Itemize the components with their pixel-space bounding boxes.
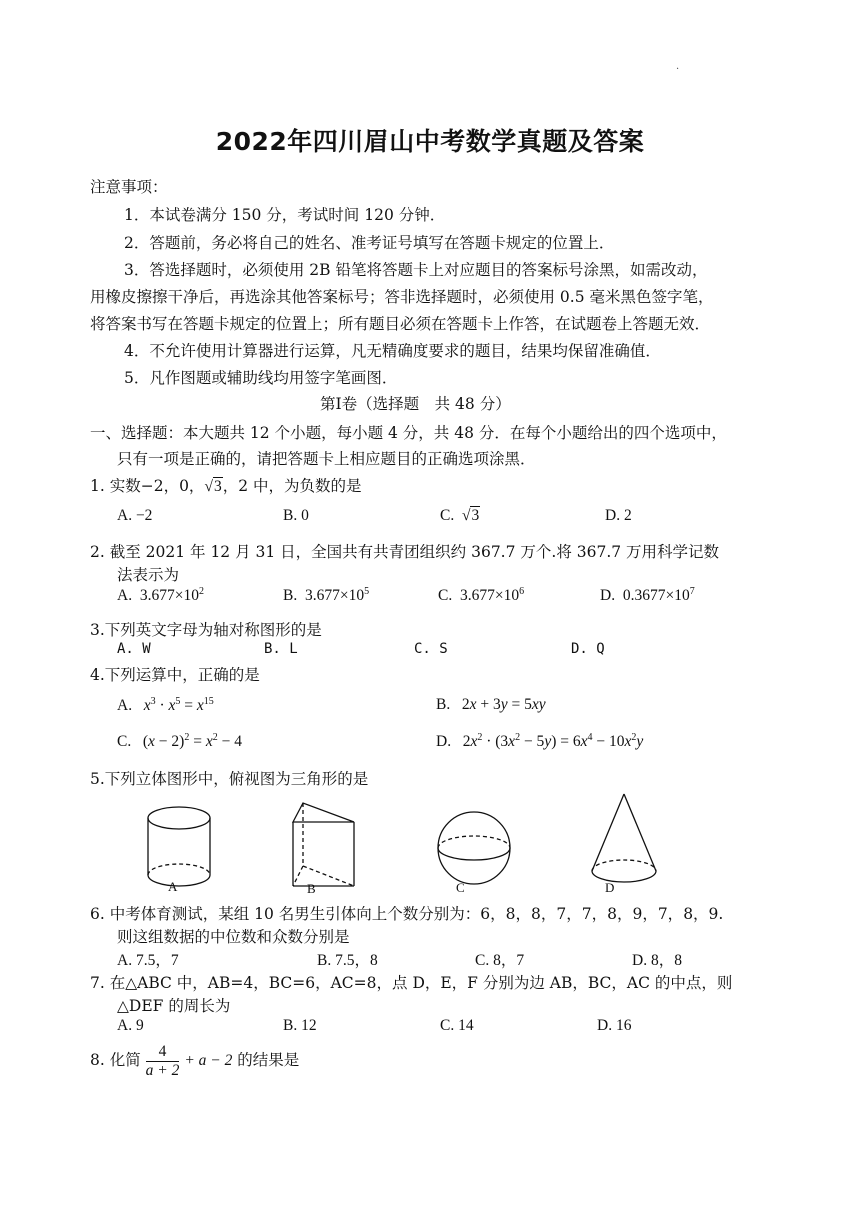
notes-heading: 注意事项：	[90, 178, 168, 196]
q3-option-c: C. S	[414, 641, 448, 657]
question-8	[90, 1040, 299, 1081]
note-3a: 3．答选择题时，必须使用 2B 铅笔将答题卡上对应题目的答案标号涂黑，如需改动，	[124, 261, 708, 279]
note-2: 2．答题前，务必将自己的姓名、准考证号填写在答题卡规定的位置上．	[124, 234, 615, 252]
q7-option-b: B. 12	[283, 1017, 317, 1034]
q1-post: ，2 中，为负数的是	[222, 477, 362, 495]
q8-expr: + a − 2	[184, 1052, 233, 1069]
note-1: 1．本试卷满分 150 分，考试时间 120 分钟．	[124, 206, 446, 224]
note-4: 4．不允许使用计算器进行运算，凡无精确度要求的题目，结果均保留准确值．	[124, 342, 661, 360]
q4-option-a: A. $x^3 \cdot x^5 = x^{15}$	[117, 696, 214, 715]
q1-pre: 1. 实数−2，0，	[90, 477, 205, 495]
q1-option-d: D. 2	[605, 507, 632, 524]
q6-option-c: C. 8，7	[475, 952, 525, 969]
cylinder-figure	[148, 807, 210, 886]
note-5: 5．凡作图题或辅助线均用签字笔画图．	[124, 369, 398, 387]
q2-option-b: B. $3.677\times 10^5$	[283, 586, 370, 605]
q2-option-d: D. $0.3677\times 10^7$	[600, 586, 695, 605]
q6-line-1: 6. 中考体育测试，某组 10 名男生引体向上个数分别为：6，8，8，7，7，8，9，7，8，9.	[90, 905, 724, 923]
q1-option-c: C. √3	[440, 507, 480, 524]
q3-stem: 3.下列英文字母为轴对称图形的是	[90, 621, 322, 639]
q7-option-d: D. 16	[597, 1017, 632, 1034]
q3-option-a: A. W	[117, 641, 151, 657]
q8-fraction: $\frac{4}{a + 2}$	[145, 1042, 180, 1079]
figure-label-b: B	[307, 881, 316, 896]
q6-option-b: B. 7.5，8	[317, 952, 378, 969]
q2-line-1: 2. 截至 2021 年 12 月 31 日，全国共有共青团组织约 367.7 万个.将 367.7 万用科学记数	[90, 543, 720, 561]
sqrt-3: √3	[204, 478, 222, 495]
figure-label-d: D	[605, 880, 615, 895]
page-title: 2022年四川眉山中考数学真题及答案	[215, 127, 645, 156]
q4-option-b: B. 2x + 3y = 5xy	[436, 696, 546, 713]
q4-stem: 4.下列运算中，正确的是	[90, 666, 260, 684]
figure-label-c: C	[456, 880, 465, 895]
q8-pre: 8. 化简	[90, 1051, 141, 1069]
q7-line-2: △DEF 的周长为	[117, 997, 231, 1015]
q1-option-b: B. 0	[283, 507, 309, 524]
q7-option-c: C. 14	[440, 1017, 474, 1034]
section-line-2: 只有一项是正确的，请把答题卡上相应题目的正确选项涂黑．	[117, 450, 536, 468]
q3-option-b: B. L	[264, 641, 298, 657]
q5-stem: 5.下列立体图形中，俯视图为三角形的是	[90, 770, 369, 788]
q2-line-2: 法表示为	[117, 566, 180, 584]
page-dot: ·	[676, 64, 680, 75]
note-3c: 将答案书写在答题卡规定的位置上；所有题目必须在答题卡上作答，在试题卷上答题无效．	[90, 315, 711, 333]
sphere-figure	[438, 812, 510, 884]
q2-option-a: A. $3.677\times 10^2$	[117, 586, 204, 605]
note-3b: 用橡皮擦擦干净后，再选涂其他答案标号；答非选择题时，必须使用 0.5 毫米黑色签字笔，	[90, 288, 714, 306]
q8-post: 的结果是	[237, 1051, 300, 1069]
q2-option-c: C. $3.677\times 10^6$	[438, 586, 525, 605]
q4-option-d: D. $2x^2 \cdot (3x^2 - 5y) = 6x^4 - 10x^2y$	[436, 732, 644, 751]
q7-line-1: 7. 在△ABC 中，AB=4，BC=6，AC=8，点 D，E，F 分别为边 AB，BC，AC 的中点，则	[90, 974, 733, 992]
figure-label-a: A	[168, 879, 178, 894]
q6-option-a: A. 7.5，7	[117, 952, 179, 969]
q3-option-d: D. Q	[571, 641, 605, 657]
q6-option-d: D. 8，8	[632, 952, 682, 969]
cone-figure	[592, 794, 656, 882]
part-heading: 第Ⅰ卷（选择题 共 48 分）	[320, 395, 511, 413]
prism-figure	[293, 803, 354, 886]
q6-line-2: 则这组数据的中位数和众数分别是	[117, 928, 350, 946]
section-line-1: 一、选择题：本大题共 12 个小题，每小题 4 分，共 48 分．在每个小题给出的四个选项中，	[90, 424, 727, 442]
q7-option-a: A. 9	[117, 1017, 144, 1034]
q1-option-a: A. −2	[117, 507, 153, 524]
q4-option-c: C. $(x - 2)^2 = x^2 - 4$	[117, 732, 242, 751]
